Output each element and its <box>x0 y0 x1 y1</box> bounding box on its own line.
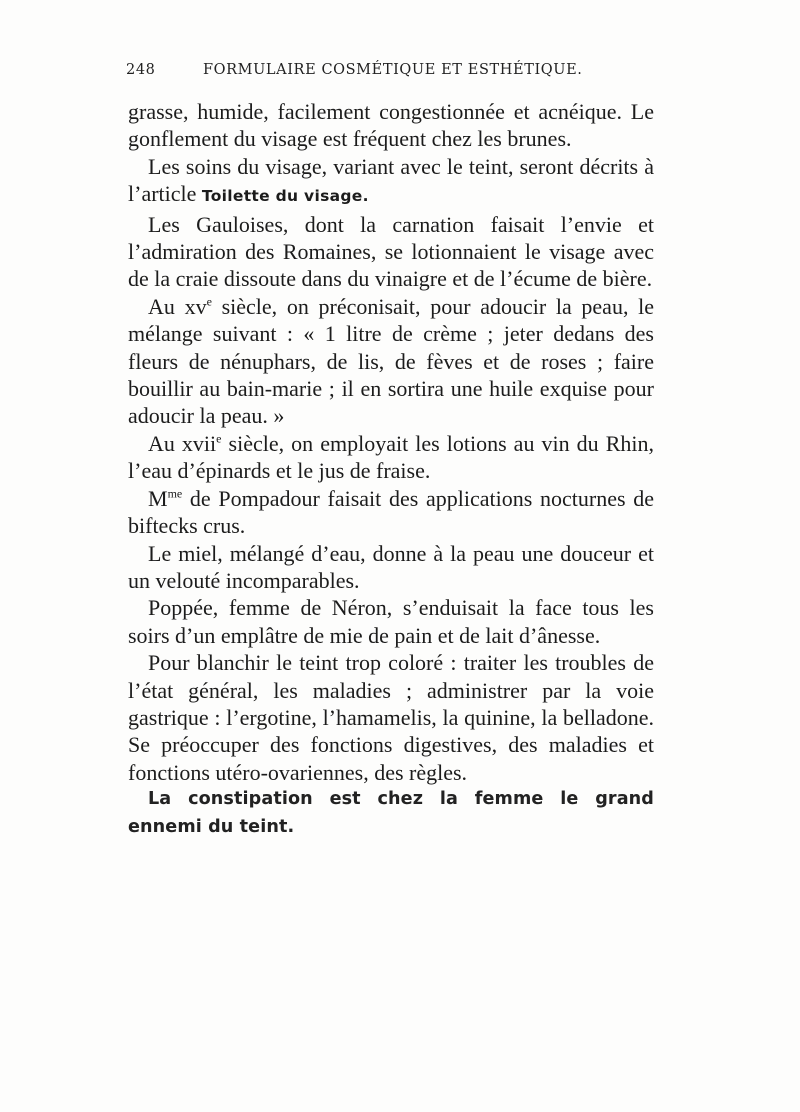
paragraph-4-start: Au xv <box>148 293 207 319</box>
paragraph-2 <box>128 153 654 211</box>
page-number: 248 <box>126 62 156 78</box>
paragraph-5 <box>128 430 654 485</box>
superscript: e <box>216 431 222 446</box>
paragraph-6-rest: de Pompadour faisait des applications nocturnes de biftecks crus. <box>128 485 654 539</box>
paragraph-5-rest: siècle, on employait les lotions au vin du Rhin, l’eau d’épinards et le jus de fraise. <box>128 430 654 484</box>
paragraph-4 <box>128 293 654 430</box>
paragraph-6-start: M <box>148 485 168 511</box>
paragraph-3: Les Gauloises, dont la carnation faisait l’envie et l’admiration des Romaines, se lotionnaient le visage avec de la craie dissoute dans du vinaigre et de l’écume de bière. <box>128 211 654 292</box>
paragraph-4-rest: siècle, on préconisait, pour adoucir la peau, le mélange suivant : « 1 litre de crème ; jeter dedans des fleurs de nénuphars, de lis, de fèves et de roses ; faire bouillir au bain-marie ; il en sortira une huile exquise pour adoucir la peau. » <box>128 293 654 429</box>
paragraph-8: Poppée, femme de Néron, s’enduisait la face tous les soirs d’un emplâtre de mie de pain et de lait d’ânesse. <box>128 595 654 648</box>
running-title: FORMULAIRE COSMÉTIQUE ET ESTHÉTIQUE. <box>203 62 583 78</box>
paragraph-6 <box>128 485 654 540</box>
paragraph-9: Pour blanchir le teint trop coloré : traiter les troubles de l’état général, les maladies ; administrer par la voie gastrique : l’ergotine, l’hamamelis, la quinine, la belladone. Se préoccuper des fonctions digestives, des maladies et fonctions utéro-ovariennes, des règles. <box>128 650 654 785</box>
paragraph-10: La constipation est chez la femme le grand ennemi du teint. <box>128 789 654 837</box>
cross-reference: Toilette du visage. <box>201 187 369 206</box>
superscript: me <box>167 486 183 501</box>
superscript: e <box>206 294 212 309</box>
paragraph-2-text: Les soins du visage, variant avec le teint, seront décrits à l’article <box>128 153 654 207</box>
paragraph-7: Le miel, mélangé d’eau, donne à la peau une douceur et un velouté incomparables. <box>128 540 654 593</box>
body-text <box>128 98 654 841</box>
paragraph-5-start: Au xvii <box>148 430 217 456</box>
paragraph-1: grasse, humide, facilement congestionnée et acnéique. Le gonflement du visage est fréquent chez les brunes. <box>128 99 654 152</box>
